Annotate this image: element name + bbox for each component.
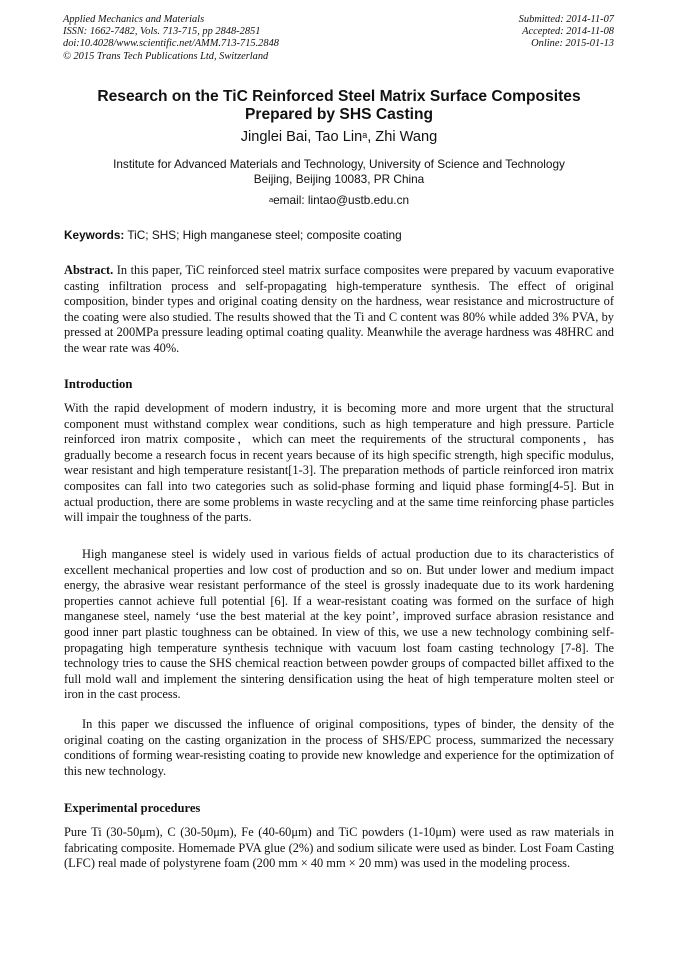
keywords-label: Keywords: <box>64 228 125 242</box>
abstract <box>64 263 614 357</box>
intro-paragraph-3: In this paper we discussed the influence of original compositions, types of binder, the density of the original coating on the casting organization in the process of SHS/EPC process, summarized the necessary conditions of forming wear-resisting coating to provide new knowledge and experience for the optimization of this new technology. <box>64 717 614 778</box>
keywords-text: TiC; SHS; High manganese steel; composite coating <box>124 228 402 242</box>
intro-paragraph-2: High manganese steel is widely used in various fields of actual production due to its characteristics of excellent mechanical properties and low cost of production and so on. But under lower and medium impact energy, the abrasive wear resistant performance of the steel is grossly inadequate due to its work hardening properties cannot achieve full potential [6]. If a wear-resistant coating was formed on the surface of high manganese steel, namely ‘use the best material at the key point’, improved surface abrasion resistance and good inner part plastic toughness can be obtained. In view of this, we use a new technology combining self-propagating high temperature synthesis technique with vacuum lost foam casting technology [7-8]. The technology tries to cause the SHS chemical reaction between powder groups of compacted billet affixed to the full mold wall and implement the sintering densification using the heat of high temperature molten steel or iron in the cast process. <box>64 547 614 702</box>
online-date: Online: 2015-01-13 <box>531 38 614 50</box>
keywords <box>64 228 624 242</box>
author-2-mark: a <box>362 130 368 140</box>
intro-paragraph-1: With the rapid development of modern industry, it is becoming more and more urgent that the structural component must withstand complex wear conditions, such as high temperature and high pressure. Particle reinforced iron matrix composite，which can meet the requirements of the structural components，has gradually become a research focus in recent years because of its high specific strength, high specific modulus, wear resistant and high temperature resistant[1-3]. The preparation methods of particle reinforced iron matrix composites can fall into two categories such as solid-phase forming and liquid phase forming[4-5]. But in actual production, there are some problems in waste recycling and at the same time reinforcing phase particles will impair the toughness of the parts. <box>64 401 614 525</box>
journal-doi: doi:10.4028/www.scientific.net/AMM.713-715.2848 <box>63 38 279 50</box>
journal-info <box>63 14 279 63</box>
abstract-label: Abstract. <box>64 263 114 277</box>
journal-copyright: © 2015 Trans Tech Publications Ltd, Switzerland <box>63 50 269 62</box>
affiliation-line-2: Beijing, Beijing 10083, PR China <box>253 171 425 186</box>
email-text: email: lintao@ustb.edu.cn <box>273 193 410 207</box>
experimental-heading: Experimental procedures <box>64 801 201 815</box>
affiliation <box>60 157 618 186</box>
title-line-1: Research on the TiC Reinforced Steel Matrix Surface Composites <box>97 88 581 105</box>
email-mark: a <box>268 195 274 204</box>
accepted-date: Accepted: 2014-11-08 <box>522 26 614 38</box>
journal-issn: ISSN: 1662-7482, Vols. 713-715, pp 2848-2851 <box>63 26 261 38</box>
submitted-date: Submitted: 2014-11-07 <box>518 14 614 25</box>
paper-title <box>60 88 618 124</box>
title-line-2: Prepared by SHS Casting <box>244 106 434 123</box>
abstract-text: In this paper, TiC reinforced steel matrix surface composites were prepared by vacuum evaporative casting infiltration process and self-propagating high-temperature synthesis. The effect of original composition, binder types and original coating density on the hardness, wear resistance and microstructure of the coating were also studied. The results showed that the Ti and C content was 80% while added 3% PVA, by pressed at 200MPa pressure leading optimal coating quality. Meanwhile the average hardness was 48HRC and the wear rate was 40%. <box>64 263 614 355</box>
affiliation-line-1: Institute for Advanced Materials and Technology, University of Science and Technology <box>113 157 565 171</box>
experimental-paragraph-1: Pure Ti (30-50μm), C (30-50μm), Fe (40-60μm) and TiC powders (1-10μm) were used as raw materials in fabricating composite. Homemade PVA glue (2%) and sodium silicate were used as binder. Lost Foam Casting (LFC) real made of polystyrene foam (200 mm × 40 mm × 20 mm) was used in the modeling process. <box>64 825 614 871</box>
introduction-heading: Introduction <box>64 377 133 391</box>
author-2: Tao Lin <box>315 129 363 145</box>
author-3: , Zhi Wang <box>367 129 438 145</box>
journal-name: Applied Mechanics and Materials <box>63 14 205 25</box>
submission-dates <box>519 14 614 51</box>
author-list <box>60 128 618 146</box>
contact-email <box>60 193 618 207</box>
author-1: Jinglei Bai, <box>240 129 316 145</box>
